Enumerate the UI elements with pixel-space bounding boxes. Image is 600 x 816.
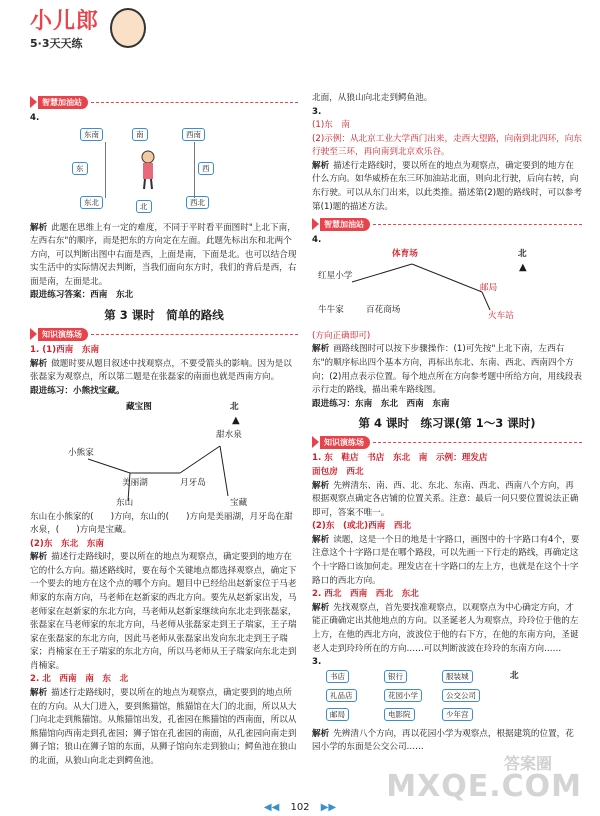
- route-node-mall: 百花商场: [366, 304, 401, 315]
- question-3-label: 3.: [312, 657, 322, 668]
- lesson-4-title: 第 4 课时 练习课(第 1～3 课时): [358, 416, 536, 431]
- brand-subtitle: 5·3天天练: [30, 36, 83, 50]
- jiexi-text-8: 读题，这是一个日的地是十字路口，画图中的十字路口有4个，要注意这个十字路口是在哪个路段，可以先画一下行走的路线，再确定这个十字路口该加何走。理发店在十字路口的左上方，也就是在这个十字路口的西北方向。: [312, 534, 580, 586]
- route-node-post: 邮局: [480, 282, 498, 293]
- cell-e: 东: [72, 162, 88, 175]
- question-number: 4.: [30, 113, 40, 123]
- bldg-school: 花园小学: [384, 689, 422, 702]
- route-node-school: 红星小学: [318, 270, 353, 281]
- right-top-line: 北面，从狼山向北走到鳄鱼池。: [312, 93, 433, 103]
- map-node-bear-home: 小熊家: [68, 447, 94, 458]
- brand-logo: [30, 4, 140, 64]
- bldg-bus: 公交公司: [442, 689, 480, 702]
- genjin-answer-3: 跟进练习：东南 东北 西南 东南: [312, 398, 450, 409]
- building-grid: [326, 670, 582, 728]
- question-4-number: 4.: [312, 235, 322, 246]
- building-north-label: 北: [510, 670, 519, 681]
- answer-1: 1. (1)西南 东南: [30, 345, 100, 356]
- left-column: 智慧加油站 4. 东南 南 西南 东 西 东北 北 西北 解析 此题在思维上有一定的难度，不同于平时看平面图时"上北下南，左西右东"的顺序，而是把东的方向定在左面。此题先标出东和北两个方向，可以判断出图中右面是西，上面是南，下面是北。也可以结合现实生活中的实际情况去判断，当我们面向东方时，我们的背后是西，右面是南，左面是北。 跟进练习答案：西南 东北 第 3 课时 简单的路线 知识演练场 1. (1)西南 东南 解析 做题时要从题目叙述中找观察点，不要受箭头的影响。因为是以张磊家为观察点，所以第二题是在张磊家的南面也就是西南方向。 跟进练习：小熊找宝藏。 藏宝图 北 ▲ 小熊家 美丽湖 月牙岛 甜水泉 东山 宝藏 东山在小熊家的( )方向，东山的( )方向是美丽湖，月牙岛在甜水泉，( )方向是宝藏。 (2)东 东北 东南 解析 描述行走路线时，要以所在的地点为观察点，确定要到的地方在它的什么方向。描述路线时，要在每个关键地点都选择观察点，确定下一个要去的地方在这个点的哪个方向。题目中已经给出赵新家位于马老师家的东南方向，马老师在赵新家的西北方向。要先从赵新家出发，马老师家在赵新家的东北方向，马老师从赵新家继续向东北走到张磊家，张磊家在马老师家的东北方向，马老师从张磊家走到王子瑞家，王子瑞家在张磊家的东北方向，因此马老师从张磊家出发向东北走到王子瑞家；肖楠家在王子瑞家的东北方向，所以马老师从王子瑞家向东北走到肖楠家。 2. 北 西南 南 东 北 解析 描述行走路线时，要以所在的地点为观察点，确定要到的地点所在的方向。从大门进入，要到熊猫馆，熊猫馆在大门的北面，所以从大门向北走到熊猫馆。从熊猫馆出发，孔雀园在熊猫馆的西南面，所以从熊猫馆向西南走到孔雀园；狮子馆在孔雀园的南面，从孔雀园向南走到狮子馆；狼山在狮子馆的东面，从狮子馆向东走到狼山；鳄鱼池在狼山的北面，从狼山向北走到鳄鱼池。: [30, 92, 298, 769]
- cell-se: 东南: [80, 128, 103, 141]
- section-header-zhihui-2: 智慧加油站: [312, 217, 582, 231]
- north-arrow-icon: ▲: [232, 414, 240, 426]
- genjin-prompt-2: 跟进练习：小熊找宝藏。: [30, 385, 125, 396]
- answer-3-2: (2)示例：从北京工业大学西门出来，走西大望路，向南到北四环，向东行驶至三环，再向南到北京欢乐谷。: [312, 133, 582, 158]
- bldg-clothing: 服装城: [442, 670, 473, 683]
- answer-2: (2)东 东北 东南: [30, 538, 104, 549]
- answer-4-1b: 面包房 西北: [312, 466, 364, 477]
- watermark-url: MXQE.COM: [386, 768, 582, 804]
- cell-nw: 西北: [186, 196, 209, 209]
- answer-3: 2. 北 西南 南 东 北: [30, 674, 129, 685]
- section-header-zhishi: 知识演练场: [30, 327, 298, 341]
- answer-4-3: 2. 西北 西南 西北 东北: [312, 589, 419, 600]
- jiexi-text-2: 做题时要从题目叙述中找观察点，不要受箭头的影响。因为是以张磊家为观察点，所以第二题是在张磊家的南面也就是西南方向。: [30, 358, 292, 383]
- lesson-3-title: 第 3 课时 简单的路线: [104, 308, 224, 323]
- prev-arrows-icon: ◀◀: [263, 802, 280, 813]
- jiexi-text-7: 先辨清东、南、西、北、东北、东南、西北、西南八个方向，再根据观察点确定各店铺的位置关系。注意：最后一问只要位置说法正确即可，答案不唯一。: [312, 480, 579, 518]
- jiexi-text-1: 此题在思维上有一定的难度，不同于平时看平面图时"上北下南，左西右东"的顺序，而是把东的方向定在左面。此题先标出东和北两个方向，可以判断出图中右面是西，上面是南，下面是北。也可以结合现实生活中的实际情况去判断，当我们面向东方时，我们的背后是西，右面是南，左面是北。: [30, 222, 297, 287]
- north-label: 北: [230, 401, 239, 412]
- jiexi-text-9: 先找观察点，首先要找准观察点，以观察点为中心确定方向，才能正确确定出其他地点的方向。以圣诞老人为观察点，玲玲位于他的左上方，在他的西北方向，波波位于他的右下方，在他的东南方向，圣诞老人走到玲玲所在的方向……可以判断波波在玲玲的东南方向……: [312, 602, 579, 654]
- bldg-bank: 银行: [384, 670, 407, 683]
- watermark-text: 答案圈: [503, 753, 552, 773]
- cell-n: 北: [136, 200, 152, 213]
- answer-3-1: (1)东 南: [312, 120, 350, 131]
- route-node-stadium: 体育场: [392, 248, 418, 259]
- route-node-station: 火车站: [488, 310, 514, 321]
- cell-w: 西: [198, 162, 214, 175]
- bldg-gift: 礼品店: [326, 689, 357, 702]
- route-diagram: [312, 248, 582, 330]
- route-note: (方向正确即可): [312, 330, 371, 341]
- page-number: 102: [290, 802, 310, 813]
- jiexi-text-5: 描述行走路线时，要以所在的地点为观察点，确定要到的地方在什么方向。如华威桥在东三环加油站北面，则向北行驶，后向右转，向东行驶。可以从东门出来，以此类推。描述第(2)题的路线时，可以参考第(1)题的描述方法。: [312, 160, 582, 212]
- map-node-treasure: 宝藏: [230, 497, 248, 508]
- map-node-spring: 甜水泉: [216, 429, 242, 440]
- section-header-zhishi-2: 知识演练场: [312, 435, 582, 449]
- jiexi-text-10: 先辨清八个方向，再以花园小学为观察点，根据建筑的位置，花园小学的东面是公交公司……: [312, 728, 574, 753]
- bldg-bookstore: 书店: [326, 670, 349, 683]
- direction-diagram: [50, 126, 250, 218]
- section-header-zhihui: 智慧加油站: [30, 95, 298, 109]
- map-node-island: 月牙岛: [180, 477, 206, 488]
- cell-sw: 西南: [182, 128, 205, 141]
- question-3-number: 3.: [312, 106, 322, 117]
- bldg-post: 邮局: [326, 708, 349, 721]
- route-north-label: 北: [518, 248, 527, 259]
- map-node-east-mountain: 东山: [116, 497, 134, 508]
- map-title: 藏宝图: [126, 401, 152, 412]
- jiexi-text-6: 画路线图时可以按下步骤操作：(1)可先按"上北下南，左西右东"的顺序标出四个基本方向，再标出东北、东南、西北、西南四个方向；(2)用点表示位置。每个地点所在方向参考题中所给方向，用线段表示行走的路线，描出乘车路线图。: [312, 344, 582, 396]
- map-node-lake: 美丽湖: [122, 477, 148, 488]
- grid-lines: [105, 142, 195, 198]
- right-column: 北面，从狼山向北走到鳄鱼池。 3. (1)东 南 (2)示例：从北京工业大学西门出来，走西大望路，向南到北四环，向东行驶至三环，再向南到北京欢乐谷。 解析 描述行走路线时，要以所在的地点为观察点，确定要到的地方在什么方向。如华威桥在东三环加油站北面，则向北行驶，后向右转，向东行驶。可以从东门出来，以此类推。描述第(2)题的路线时，可以参考第(1)题的描述方法。 智慧加油站 4. 体育场 红星小学 邮局 牛牛家 百花商场 火车站 北 ▲ (方向正确即可) 解析 画路线图时可以按下步骤操作：(1)可先按"上北下南，左西右东"的顺序标出四个基本方向，再标出东北、东南、西北、西南四个方向；(2)用点表示位置。每个地点所在方向参考题中所给方向，用线段表示行走的路线，描出乘车路线图。 跟进练习：东南 东北 西南 东南 第 4 课时 练习课(第 1～3 课时) 知识演练场 1. 东 鞋店 书店 东北 南 示例：理发店 面包房 西北 解析 先辨清东、南、西、北、东北、东南、西北、西南八个方向，再根据观察点确定各店铺的位置关系。注意：最后一问只要位置说法正确即可，答案不唯一。 (2)东 (或北)西南 西北 解析 读题，这是一个日的地是十字路口，画图中的十字路口有4个，要注意这个十字路口是在哪个路段，可以先画一下行走的路线，再确定这个十字路口该加何走。理发店在十字路口的左上方，也就是在这个十字路口的西北方向。 2. 西北 西南 西北 东北 解析 先找观察点，首先要找准观察点，以观察点为中心确定方向，才能正确确定出其他地点的方向。以圣诞老人为观察点，玲玲位于他的左上方，在他的西北方向，波波位于他的右下方，在他的东南方向，圣诞老人走到玲玲所在的方向……可以判断波波在玲玲的东南方向…… 3. 书店 银行 服装城 礼品店 花园小学 公交公司 邮局 电影院 少年宫 北 解析 先辨清八个方向，再以花园小学为观察点，根据建筑的位置，花园小学的东面是公交公司……: [312, 93, 582, 753]
- answer-4-1: 1. 东 鞋店 书店 东北 南 示例：理发店: [312, 453, 488, 464]
- mascot-icon: [110, 8, 146, 48]
- bldg-youth: 少年宫: [442, 708, 473, 721]
- route-node-home: 牛牛家: [318, 304, 344, 315]
- brand-title: 小儿郎: [30, 8, 100, 34]
- treasure-map: [30, 401, 298, 509]
- route-north-arrow-icon: ▲: [519, 261, 527, 273]
- cell-s: 南: [132, 128, 148, 141]
- jiexi-text-4: 描述行走路线时，要以所在的地点为观察点，确定要到的地点所在的方向。从大门进入，要到熊猫馆，熊猫馆在大门的北面，所以从大门向北走到熊猫馆。从熊猫馆出发，孔雀园在熊猫馆的西南面，所以从熊猫馆向西南走到孔雀园；狮子馆在孔雀园的南面，从孔雀园向南走到狮子馆；狼山在狮子馆的东面，从狮子馆向东走到狼山；鳄鱼池在狼山的北面，从狼山向北走到鳄鱼池。: [30, 688, 297, 766]
- jiexi-text-3: 描述行走路线时，要以所在的地点为观察点，确定要到的地方在它的什么方向。描述路线时，要在每个关键地点都选择观察点，确定下一个要去的地方在这个点的哪个方向。题目中已经给出赵新家位于马老师家的东南方向，马老师在赵新家的西北方向。要先从赵新家出发，马老师家在赵新家的东北方向，马老师从赵新家继续向东北走到张磊家，张磊家在马老师家的东北方向，马老师从张磊家走到王子瑞家，王子瑞家在张磊家的东北方向，因此马老师从张磊家出发向东北走到王子瑞家；肖楠家在王子瑞家的东北方向，所以马老师从王子瑞家向东北走到肖楠家。: [30, 552, 297, 671]
- bldg-cinema: 电影院: [384, 708, 415, 721]
- map-caption: 东山在小熊家的( )方向，东山的( )方向是美丽湖，月牙岛在甜水泉，( )方向是宝藏。: [30, 511, 293, 536]
- next-arrows-icon: ▶▶: [320, 802, 337, 813]
- answer-4-2: (2)东 (或北)西南 西北: [312, 521, 412, 532]
- genjin-answer-1: 跟进练习答案：西南 东北: [30, 290, 134, 301]
- jiexi-label: 解析: [30, 222, 48, 233]
- cell-ne: 东北: [80, 196, 103, 209]
